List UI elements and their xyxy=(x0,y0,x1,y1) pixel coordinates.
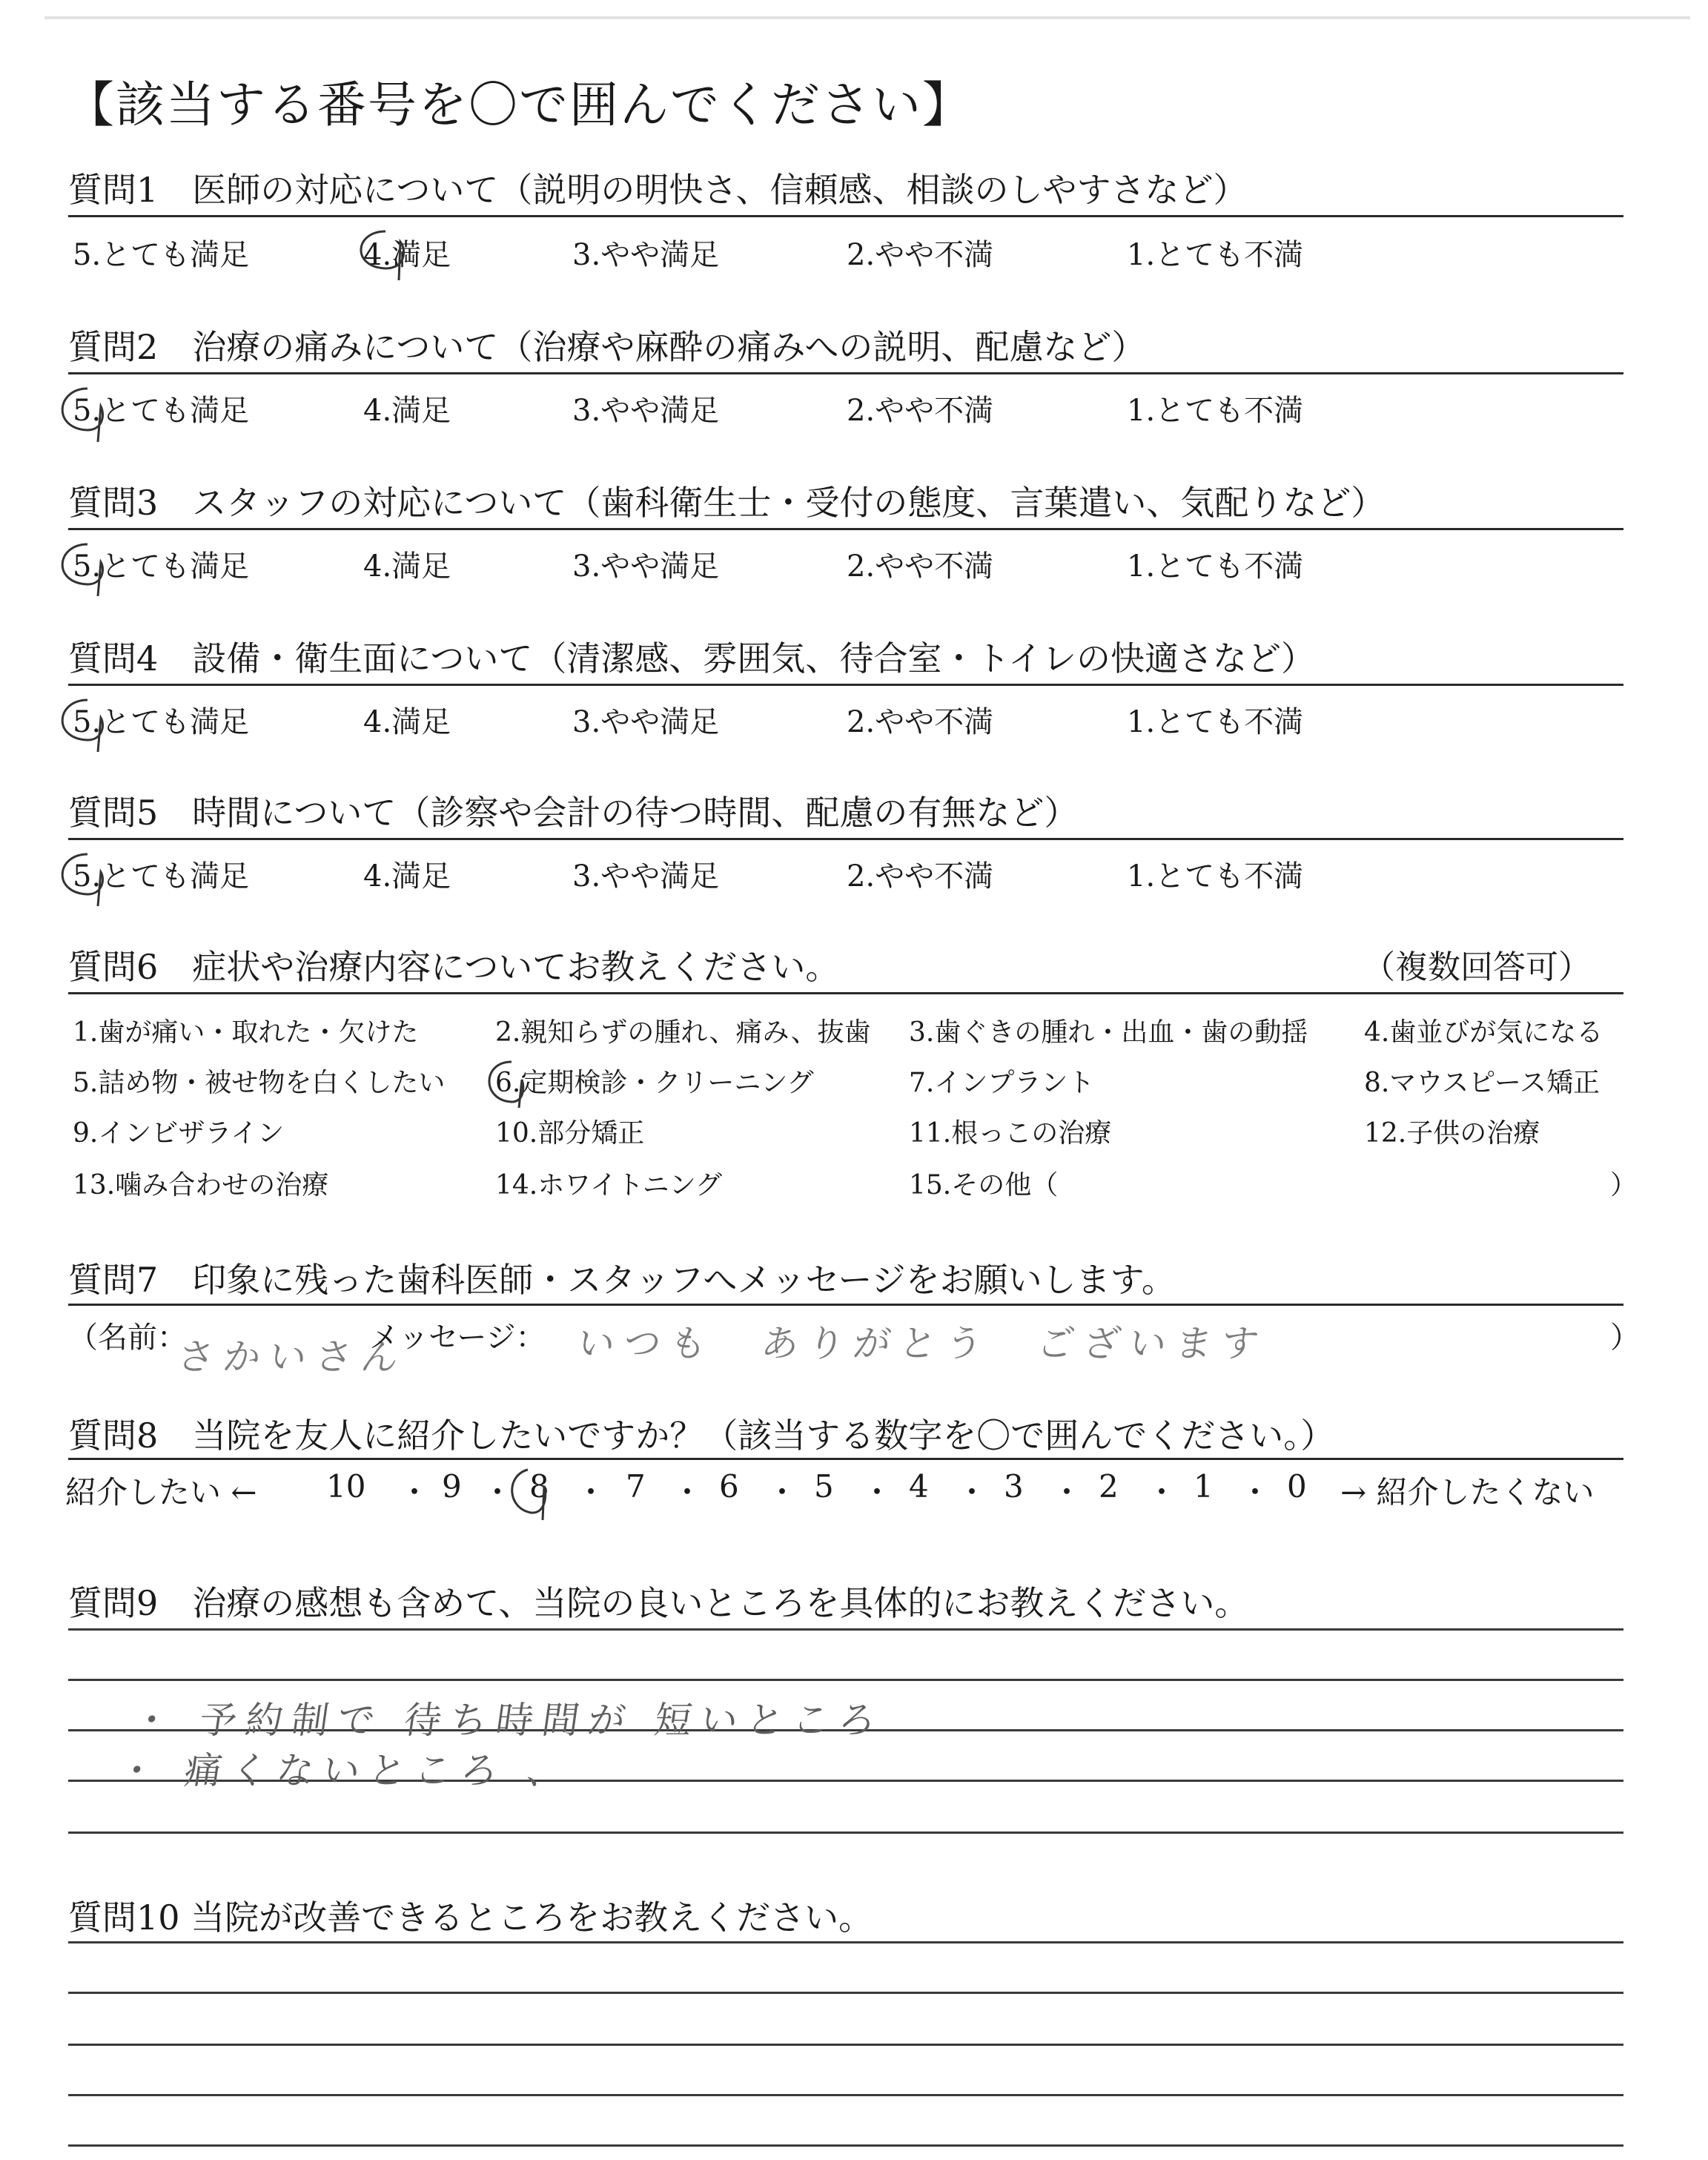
question-4-title: 質問4 設備・衛生面について（清潔感、雰囲気、待合室・トイレの快適さなど） xyxy=(68,638,1316,678)
q6-option-9[interactable]: 9.インビザライン xyxy=(73,1118,285,1149)
q1-option-3[interactable]: 3.やや満足 xyxy=(572,238,720,272)
question-6-rule xyxy=(68,992,1623,994)
scale-7[interactable]: 7 xyxy=(626,1468,646,1505)
scale-sep: ・ xyxy=(767,1474,798,1510)
q10-answer-line-1 xyxy=(68,1941,1623,1943)
scale-5[interactable]: 5 xyxy=(814,1468,834,1505)
scale-sep: ・ xyxy=(482,1474,514,1510)
q5-option-4[interactable]: 4.満足 xyxy=(363,859,451,894)
message-label: メッセージ： xyxy=(369,1321,546,1355)
scale-sep: ・ xyxy=(399,1474,431,1510)
q3-option-2[interactable]: 2.やや不満 xyxy=(847,549,994,584)
q2-option-4[interactable]: 4.満足 xyxy=(363,394,451,428)
q3-option-1[interactable]: 1.とても不満 xyxy=(1127,549,1304,584)
scale-sep: ・ xyxy=(575,1474,607,1510)
q4-option-5[interactable]: 5.とても満足 xyxy=(73,705,250,739)
q1-option-4[interactable]: 4.満足 xyxy=(363,238,451,272)
scale-3[interactable]: 3 xyxy=(1004,1468,1024,1505)
q3-option-4[interactable]: 4.満足 xyxy=(363,549,451,584)
q5-option-3[interactable]: 3.やや満足 xyxy=(572,859,720,894)
q4-option-2[interactable]: 2.やや不満 xyxy=(847,705,994,739)
question-3-rule xyxy=(68,528,1623,530)
q6-option-1[interactable]: 1.歯が痛い・取れた・欠けた xyxy=(73,1017,419,1048)
question-8-rule xyxy=(68,1458,1623,1460)
q10-answer-line-2 xyxy=(68,1992,1623,1994)
q6-option-3[interactable]: 3.歯ぐきの腫れ・出血・歯の動揺 xyxy=(909,1017,1308,1048)
scale-9[interactable]: 9 xyxy=(442,1468,462,1505)
scale-6[interactable]: 6 xyxy=(719,1468,739,1505)
q6-other-close: ） xyxy=(1610,1170,1638,1200)
q6-option-6[interactable]: 6.定期検診・クリーニング xyxy=(495,1068,814,1098)
q5-option-1[interactable]: 1.とても不満 xyxy=(1127,859,1304,894)
q6-option-2[interactable]: 2.親知らずの腫れ、痛み、抜歯 xyxy=(495,1017,871,1048)
q2-option-1[interactable]: 1.とても不満 xyxy=(1127,394,1304,428)
q6-option-11[interactable]: 11.根っこの治療 xyxy=(909,1118,1112,1149)
handwritten-message[interactable]: いつも ありがとう ございます xyxy=(575,1322,1271,1365)
q6-option-10[interactable]: 10.部分矯正 xyxy=(495,1118,645,1149)
q6-option-14[interactable]: 14.ホワイトニング xyxy=(495,1170,723,1200)
page-title: 【該当する番号を〇で囲んでください】 xyxy=(65,76,973,133)
question-7-title: 質問7 印象に残った歯科医師・スタッフへメッセージをお願いします。 xyxy=(68,1260,1176,1300)
handwritten-answer-2[interactable]: ・ 痛くないところ 、 xyxy=(115,1749,577,1792)
scale-1[interactable]: 1 xyxy=(1194,1468,1214,1505)
question-5-title: 質問5 時間について（診察や会計の待つ時間、配慮の有無など） xyxy=(68,793,1079,833)
q10-answer-line-3 xyxy=(68,2044,1623,2046)
q10-answer-line-5 xyxy=(68,2144,1623,2147)
q6-option-7[interactable]: 7.インプラント xyxy=(909,1068,1095,1098)
q9-answer-line-1 xyxy=(68,1628,1623,1631)
q3-option-5[interactable]: 5.とても満足 xyxy=(73,549,250,584)
q6-option-12[interactable]: 12.子供の治療 xyxy=(1364,1118,1540,1149)
multiple-answers-note: （複数回答可） xyxy=(1363,948,1591,986)
scale-8[interactable]: 8 xyxy=(529,1468,549,1505)
q2-option-5[interactable]: 5.とても満足 xyxy=(73,394,250,428)
scale-sep: ・ xyxy=(1051,1474,1083,1510)
question-7-rule xyxy=(68,1304,1623,1306)
q6-option-4[interactable]: 4.歯並びが気になる xyxy=(1364,1017,1603,1048)
scale-sep: ・ xyxy=(956,1474,988,1510)
q5-option-2[interactable]: 2.やや不満 xyxy=(847,859,994,894)
question-1-rule xyxy=(68,215,1623,217)
question-5-rule xyxy=(68,838,1623,840)
q1-option-5[interactable]: 5.とても満足 xyxy=(73,238,250,272)
q4-option-1[interactable]: 1.とても不満 xyxy=(1127,705,1304,739)
q9-answer-line-5 xyxy=(68,1832,1623,1834)
scale-sep: ・ xyxy=(1146,1474,1178,1510)
q6-option-8[interactable]: 8.マウスピース矯正 xyxy=(1364,1068,1601,1098)
q4-option-4[interactable]: 4.満足 xyxy=(363,705,451,739)
scale-sep: ・ xyxy=(1239,1474,1271,1510)
q1-option-2[interactable]: 2.やや不満 xyxy=(847,238,994,272)
scale-4[interactable]: 4 xyxy=(909,1468,929,1505)
question-6-title: 質問6 症状や治療内容についてお教えください。 xyxy=(68,947,840,987)
q4-option-3[interactable]: 3.やや満足 xyxy=(572,705,720,739)
q1-option-1[interactable]: 1.とても不満 xyxy=(1127,238,1304,272)
question-4-rule xyxy=(68,684,1623,686)
question-8-title: 質問8 当院を友人に紹介したいですか？（該当する数字を〇で囲んでください。） xyxy=(68,1416,1335,1456)
q5-option-5[interactable]: 5.とても満足 xyxy=(73,859,250,894)
message-close: ） xyxy=(1610,1321,1640,1355)
scale-2[interactable]: 2 xyxy=(1099,1468,1119,1505)
q10-answer-line-4 xyxy=(68,2094,1623,2096)
q6-option-5[interactable]: 5.詰め物・被せ物を白くしたい xyxy=(73,1068,446,1098)
question-1-title: 質問1 医師の対応について（説明の明快さ、信頼感、相談のしやすさなど） xyxy=(68,170,1248,210)
scale-sep: ・ xyxy=(861,1474,893,1510)
question-2-title: 質問2 治療の痛みについて（治療や麻酔の痛みへの説明、配慮など） xyxy=(68,327,1146,367)
scan-edge xyxy=(44,16,1690,19)
q2-option-2[interactable]: 2.やや不満 xyxy=(847,394,994,428)
q6-option-13[interactable]: 13.噛み合わせの治療 xyxy=(73,1170,329,1200)
handwritten-name[interactable]: さかいさん xyxy=(174,1335,411,1378)
scale-sep: ・ xyxy=(672,1474,704,1510)
q9-answer-line-2 xyxy=(68,1679,1623,1681)
question-9-title: 質問9 治療の感想も含めて、当院の良いところを具体的にお教えください。 xyxy=(68,1583,1249,1623)
q3-option-3[interactable]: 3.やや満足 xyxy=(572,549,720,584)
handwritten-answer-1[interactable]: ・ 予約制で 待ち時間が 短いところ xyxy=(130,1699,888,1742)
name-label: （名前： xyxy=(68,1321,187,1355)
question-2-rule xyxy=(68,372,1623,374)
question-10-title: 質問10 当院が改善できるところをお教えください。 xyxy=(68,1898,873,1938)
q2-option-3[interactable]: 3.やや満足 xyxy=(572,394,720,428)
scale-0[interactable]: 0 xyxy=(1287,1468,1307,1505)
recommend-right-label: → 紹介したくない xyxy=(1340,1474,1595,1510)
question-3-title: 質問3 スタッフの対応について（歯科衛生士・受付の態度、言葉遣い、気配りなど） xyxy=(68,483,1386,523)
q6-option-15[interactable]: 15.その他（ xyxy=(909,1170,1059,1200)
recommend-left-label: 紹介したい ← xyxy=(65,1474,257,1510)
scale-10[interactable]: 10 xyxy=(326,1468,366,1505)
